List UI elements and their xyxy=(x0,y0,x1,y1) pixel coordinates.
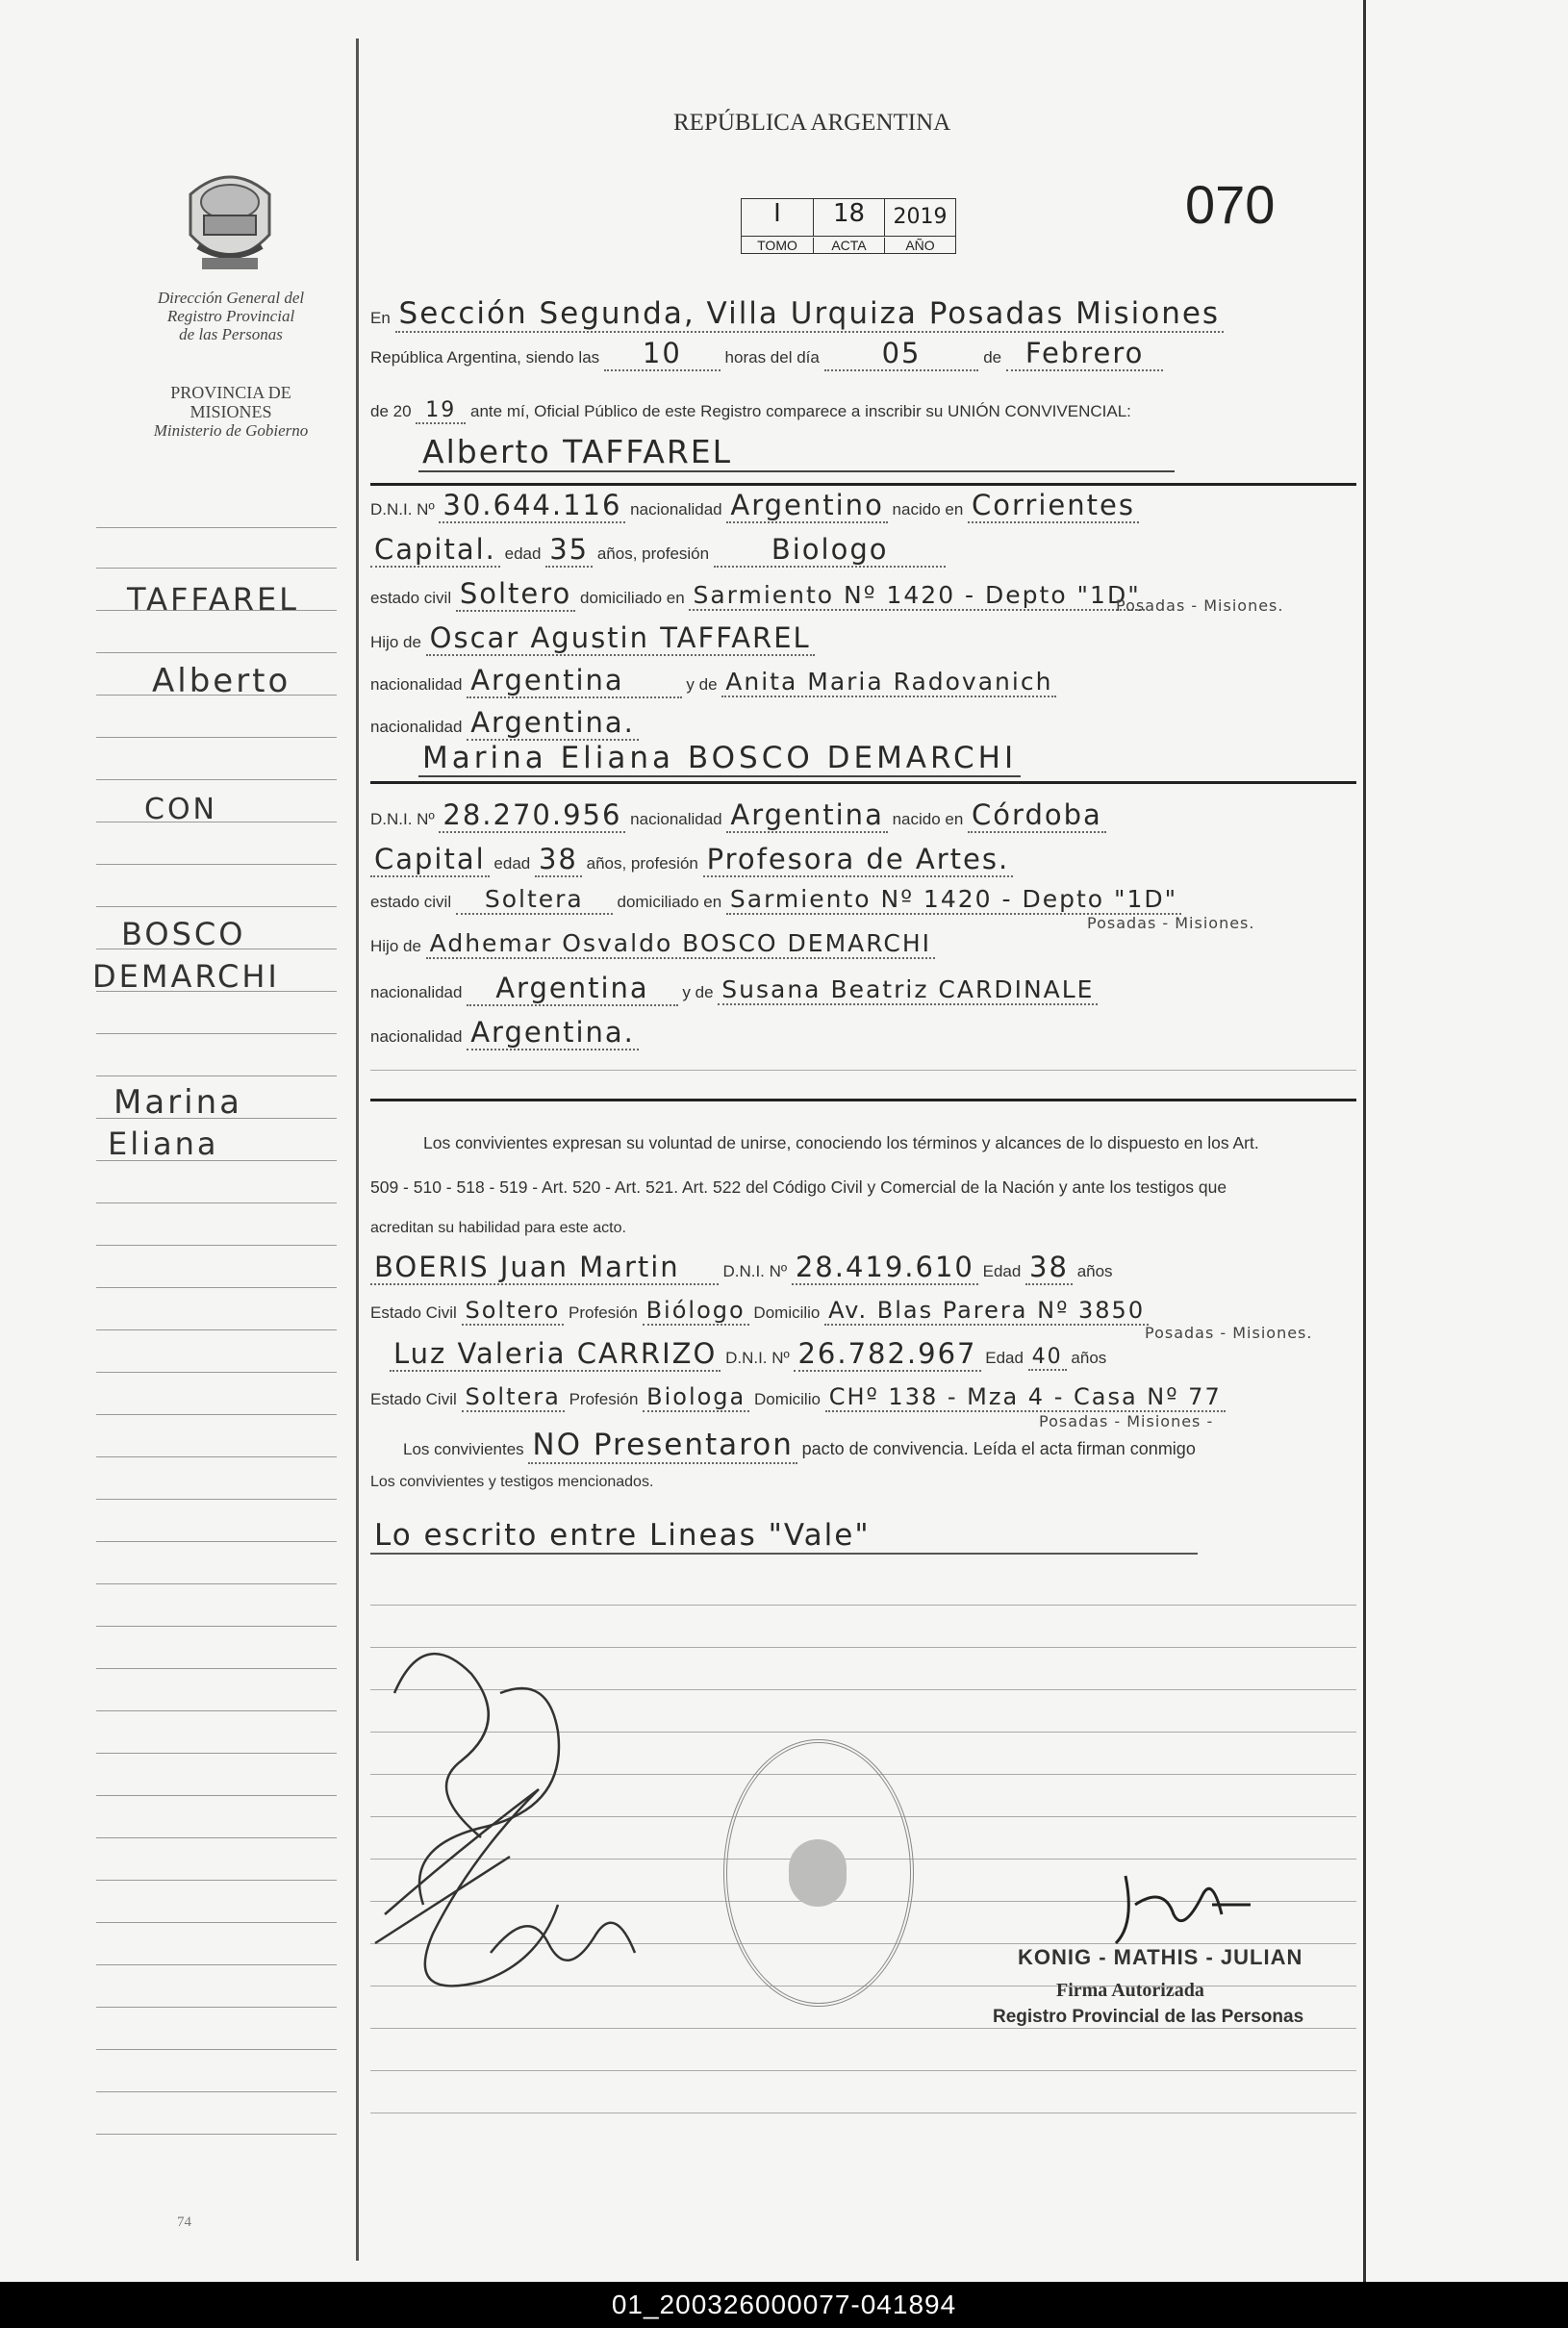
dni-label: D.N.I. Nº xyxy=(725,1349,790,1367)
signature-official-icon xyxy=(1106,1866,1260,1953)
tomo-label: TOMO xyxy=(742,238,814,253)
province-line2: MISIONES xyxy=(190,402,272,421)
person2-mother-nat-row xyxy=(370,1016,1366,1049)
year-prefix: de 20 xyxy=(370,402,412,420)
witness1-dni: 28.419.610 xyxy=(792,1251,978,1285)
witness1-civil-status: Soltero xyxy=(462,1297,565,1326)
sidebar-name-2a: Marina xyxy=(114,1083,242,1122)
blank-line xyxy=(370,1070,1356,1071)
anos-label: años xyxy=(1071,1349,1107,1367)
country-title: REPÚBLICA ARGENTINA xyxy=(673,110,951,136)
witness1-address: Av. Blas Parera Nº 3850 xyxy=(824,1297,1149,1326)
pact-text: pacto de convivencia. Leída el acta firman conmigo xyxy=(801,1439,1196,1458)
ano-label: AÑO xyxy=(905,238,935,253)
intro-time-row xyxy=(370,337,1366,369)
person2-age-row xyxy=(370,843,1366,875)
and-of-label: y de xyxy=(682,983,714,1001)
intro-year-row xyxy=(370,398,1366,422)
anos-label: años xyxy=(1076,1262,1113,1280)
nationality-label: nacionalidad xyxy=(370,718,463,736)
person2-profession: Profesora de Artes. xyxy=(703,843,1014,877)
person2-age: 38 xyxy=(535,843,582,877)
witness1-address-note: Posadas - Misiones. xyxy=(1145,1324,1313,1342)
estado-civil-label: Estado Civil xyxy=(370,1303,457,1322)
folio-number: 74 xyxy=(177,2214,191,2230)
day-value: 05 xyxy=(824,337,979,371)
section-rule-2 xyxy=(370,781,1356,784)
person1-mother: Anita Maria Radovanich xyxy=(721,668,1056,697)
witness2-address: CHº 138 - Mza 4 - Casa Nº 77 xyxy=(825,1383,1226,1412)
agency-line2: Registro Provincial xyxy=(166,307,295,325)
scan-id-footer: 01_200326000077-041894 xyxy=(0,2282,1568,2328)
age-label: edad xyxy=(504,544,542,563)
age-label: edad xyxy=(493,854,531,873)
province-line1: PROVINCIA DE xyxy=(170,383,291,402)
nationality-label: nacionalidad xyxy=(370,1027,463,1046)
person1-mother-nat-row xyxy=(370,706,1366,739)
person1-profession: Biologo xyxy=(714,533,947,568)
person2-father: Adhemar Osvaldo BOSCO DEMARCHI xyxy=(426,929,935,959)
of-label: de xyxy=(983,348,1002,367)
domiciled-label: domiciliado en xyxy=(580,589,685,607)
location-value: Sección Segunda, Villa Urquiza Posadas Misiones xyxy=(395,296,1225,333)
person1-age-row xyxy=(370,533,1366,566)
nationality-label: nacionalidad xyxy=(630,500,722,519)
person1-address-note: Posadas - Misiones. xyxy=(1116,596,1284,615)
year-suffix: 19 xyxy=(416,398,466,424)
witness1-name-row xyxy=(370,1251,1366,1283)
witness2-civil-status: Soltera xyxy=(462,1383,565,1412)
month-value: Febrero xyxy=(1006,337,1164,371)
day-label: horas del día xyxy=(724,348,820,367)
estado-civil-label: Estado Civil xyxy=(370,1390,457,1408)
person1-nationality: Argentino xyxy=(726,489,887,523)
declaration-line1: Los convivientes expresan su voluntad de unirse, conociendo los términos y alcances de lo dispuesto en los Art. xyxy=(423,1133,1259,1152)
witness2-status-row xyxy=(370,1383,1366,1410)
witness1-status-row xyxy=(370,1297,1366,1324)
person2-nationality: Argentina xyxy=(726,798,887,833)
witness2-address-note: Posadas - Misiones - xyxy=(1039,1412,1214,1430)
person2-mother: Susana Beatriz CARDINALE xyxy=(718,975,1098,1005)
nationality-label: nacionalidad xyxy=(630,810,722,828)
seal-emblem-icon xyxy=(789,1839,847,1907)
appearance-statement: ante mí, Oficial Público de este Registro comparece a inscribir su UNIÓN CONVIVENCIAL: xyxy=(470,402,1131,420)
domicilio-label: Domicilio xyxy=(753,1390,821,1408)
province-name xyxy=(115,383,346,441)
person2-civil-status: Soltera xyxy=(456,885,613,915)
agency-line3: de las Personas xyxy=(179,325,283,343)
witness2-age: 40 xyxy=(1028,1345,1067,1371)
person2-name-row xyxy=(370,741,1366,775)
convivientes-label: Los convivientes xyxy=(403,1440,524,1458)
witness1-age: 38 xyxy=(1025,1251,1073,1285)
dni-label: D.N.I. Nº xyxy=(370,500,435,519)
person2-mother-row xyxy=(370,972,1366,1004)
person1-mother-nationality: Argentina. xyxy=(467,706,639,741)
person1-mother-row xyxy=(370,664,1366,696)
person2-mother-nationality: Argentina. xyxy=(467,1016,639,1050)
en-label: En xyxy=(370,309,391,327)
person2-status-row xyxy=(370,885,1366,913)
closing-note-row xyxy=(370,1518,1366,1553)
hour-value: 10 xyxy=(604,337,721,371)
mentioned-text: Los convivientes y testigos mencionados. xyxy=(370,1474,654,1490)
official-name: KONIG - MATHIS - JULIAN xyxy=(1018,1945,1303,1969)
person1-age: 35 xyxy=(545,533,593,568)
person1-father-nationality: Argentina xyxy=(467,664,681,698)
person2-father-nationality: Argentina xyxy=(467,972,677,1006)
person1-dni: 30.644.116 xyxy=(439,489,625,523)
profesion-label: Profesión xyxy=(569,1303,638,1322)
witness2-dni: 26.782.967 xyxy=(794,1337,980,1372)
person1-birthplace2: Capital. xyxy=(370,533,500,568)
registry-box xyxy=(741,198,956,254)
person2-dni: 28.270.956 xyxy=(439,798,625,833)
sidebar-name-2b: Eliana xyxy=(108,1126,219,1162)
section-rule-3 xyxy=(370,1099,1356,1101)
page-number: 070 xyxy=(1185,174,1276,235)
official-title: Firma Autorizada xyxy=(1056,1980,1204,2001)
nationality-label: nacionalidad xyxy=(370,675,463,694)
edad-label: Edad xyxy=(985,1349,1024,1367)
ministry-name: Ministerio de Gobierno xyxy=(153,421,309,440)
profession-label: años, profesión xyxy=(586,854,698,873)
closing-note: Lo escrito entre Lineas "Vale" xyxy=(370,1518,1198,1555)
person2-full-name: Marina Eliana BOSCO DEMARCHI xyxy=(418,741,1021,777)
sidebar-name-1: Alberto xyxy=(152,662,291,700)
declaration-line2: 509 - 510 - 518 - 519 - Art. 520 - Art. 521. Art. 522 del Código Civil y Comercial de la Nación y ante los testigos que xyxy=(370,1177,1227,1197)
person2-father-row xyxy=(370,929,1366,957)
born-in-label: nacido en xyxy=(892,810,964,828)
tomo-value: I xyxy=(742,199,814,236)
person2-address-note: Posadas - Misiones. xyxy=(1087,914,1255,932)
witness2-name-row xyxy=(370,1337,1366,1370)
agency-name xyxy=(115,289,346,343)
acta-label: ACTA xyxy=(814,238,885,253)
profesion-label: Profesión xyxy=(569,1390,639,1408)
person2-dni-row xyxy=(370,798,1366,831)
person2-address: Sarmiento Nº 1420 - Depto "1D" xyxy=(726,885,1181,915)
rep-label: República Argentina, siendo las xyxy=(370,348,600,367)
dni-label: D.N.I. Nº xyxy=(370,810,435,828)
dni-label: D.N.I. Nº xyxy=(722,1262,788,1280)
child-of-label: Hijo de xyxy=(370,633,421,651)
agency-line1: Dirección General del xyxy=(157,289,305,307)
ano-value: 2019 xyxy=(893,205,948,229)
intro-location-row xyxy=(370,296,1366,331)
official-office: Registro Provincial de las Personas xyxy=(993,2007,1304,2027)
domicilio-label: Domicilio xyxy=(753,1303,821,1322)
acta-value: 18 xyxy=(814,199,885,236)
person1-father: Oscar Agustin TAFFAREL xyxy=(426,621,815,656)
witness2-profession: Biologa xyxy=(643,1383,749,1412)
civil-status-label: estado civil xyxy=(370,589,452,607)
provincial-crest-icon xyxy=(181,165,279,279)
sidebar-connector: CON xyxy=(144,793,218,826)
nationality-label: nacionalidad xyxy=(370,983,463,1001)
person2-birthplace: Córdoba xyxy=(968,798,1106,833)
pact-value: NO Presentaron xyxy=(528,1428,797,1464)
witness1-profession: Biólogo xyxy=(643,1297,749,1326)
person1-full-name: Alberto TAFFAREL xyxy=(418,433,1175,472)
child-of-label: Hijo de xyxy=(370,937,421,955)
profession-label: años, profesión xyxy=(596,544,710,563)
person1-birthplace: Corrientes xyxy=(968,489,1139,523)
pact-row xyxy=(370,1428,1366,1462)
person2-birthplace2: Capital xyxy=(370,843,490,877)
witness2-name: Luz Valeria CARRIZO xyxy=(390,1337,721,1372)
person1-name-row xyxy=(370,433,1366,470)
registry-seal xyxy=(723,1739,914,2007)
person1-father-row xyxy=(370,621,1366,654)
domiciled-label: domiciliado en xyxy=(617,893,722,911)
sidebar-surname-2a: BOSCO xyxy=(121,916,246,952)
person1-dni-row xyxy=(370,489,1366,521)
person1-address: Sarmiento Nº 1420 - Depto "1D" xyxy=(689,581,1144,611)
sidebar-surname-2b: DEMARCHI xyxy=(92,958,280,995)
witness1-name: BOERIS Juan Martin xyxy=(370,1251,719,1285)
sidebar-surname-1: TAFFAREL xyxy=(127,581,299,618)
person1-civil-status: Soltero xyxy=(456,577,575,612)
declaration-line3: acreditan su habilidad para este acto. xyxy=(370,1220,626,1236)
section-rule-1 xyxy=(370,483,1356,486)
edad-label: Edad xyxy=(982,1262,1022,1280)
civil-status-label: estado civil xyxy=(370,893,452,911)
margin-divider xyxy=(356,38,359,2261)
and-of-label: y de xyxy=(686,675,718,694)
born-in-label: nacido en xyxy=(892,500,964,519)
signature-convivientes-icon xyxy=(366,1616,673,2020)
